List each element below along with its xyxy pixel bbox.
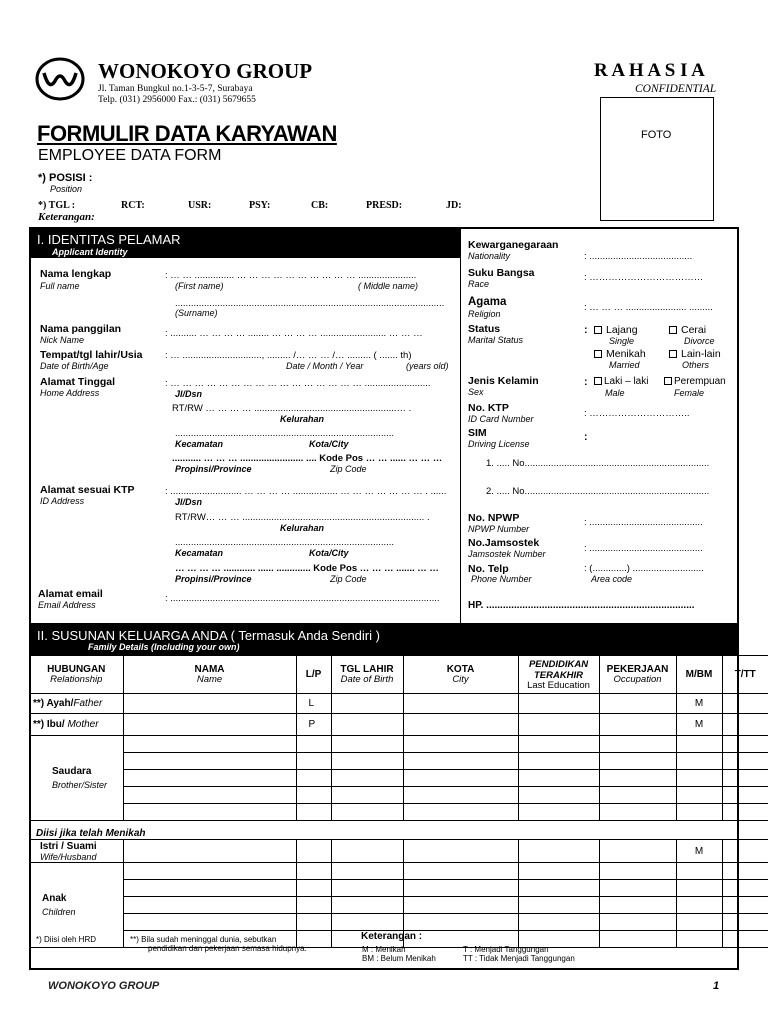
hp-field[interactable]: HP. ...........................................................................	[468, 600, 695, 611]
cell[interactable]	[403, 914, 518, 931]
ktp-kodepos-field[interactable]: … … … … ............ ...... ............. Kode Pos … … … ....... … …	[175, 563, 439, 574]
telp-label: No. Telp	[468, 563, 509, 575]
cell[interactable]	[403, 714, 518, 736]
note-hrd: *) Diisi oleh HRD	[36, 935, 97, 944]
company-address: Jl. Taman Bungkul no.1-3-5-7, Surabaya	[98, 84, 253, 94]
rel-anak: Anak Children	[30, 863, 123, 948]
alamat-propinsi-label: Propinsi/Province	[175, 464, 252, 474]
hrd-psy: PSY:	[249, 200, 271, 211]
table-row	[30, 753, 768, 770]
cell[interactable]	[518, 863, 599, 880]
status-option-cerai-en: Divorce	[684, 336, 715, 346]
cell[interactable]	[331, 787, 403, 804]
cell[interactable]	[599, 714, 676, 736]
cell[interactable]	[722, 736, 768, 753]
alamat-label: Alamat Tinggal	[40, 376, 116, 388]
jamsostek-label: No.Jamsostek	[468, 537, 540, 549]
agama-label: Agama	[468, 296, 507, 308]
cell[interactable]	[296, 770, 331, 787]
posisi-label: *) POSISI :	[38, 172, 93, 184]
status-option-lainlain[interactable]	[669, 348, 721, 360]
checkbox-icon[interactable]	[594, 377, 602, 385]
ktpno-field[interactable]: : …………………………..	[584, 408, 690, 419]
warga-sub: Nationality	[468, 251, 511, 261]
cell[interactable]	[722, 714, 768, 736]
table-row	[30, 714, 768, 736]
company-logo	[35, 57, 85, 101]
alamat-kecamatan-label: Kecamatan	[175, 439, 224, 449]
alamat-kota-field[interactable]: ...................................................................................	[175, 428, 395, 439]
cell[interactable]	[123, 694, 296, 714]
cell[interactable]	[331, 914, 403, 931]
cell[interactable]	[722, 753, 768, 770]
status-option-lajang[interactable]	[594, 324, 638, 336]
cell[interactable]	[676, 736, 722, 753]
suku-field[interactable]: : ………………………………	[584, 272, 704, 283]
table-row	[30, 694, 768, 714]
checkbox-icon[interactable]	[664, 377, 672, 385]
ktp-kecamatan-label: Kecamatan	[175, 548, 224, 558]
note-deceased-2: pendidikan dan pekerjaan semasa hidupnya.	[148, 944, 307, 953]
cell[interactable]	[722, 770, 768, 787]
cell[interactable]	[599, 897, 676, 914]
cell[interactable]	[331, 714, 403, 736]
option-label: Lajang	[606, 324, 638, 336]
cell[interactable]	[599, 863, 676, 880]
hrd-usr: USR:	[188, 200, 212, 211]
cell[interactable]	[296, 880, 331, 897]
cell-lp: P	[296, 714, 331, 736]
cell[interactable]	[518, 880, 599, 897]
family-table	[30, 655, 768, 948]
cell[interactable]	[331, 840, 403, 863]
option-label: Menikah	[606, 348, 646, 360]
posisi-sub: Position	[50, 184, 83, 194]
rel-saudara: Saudara Brother/Sister	[30, 736, 123, 821]
married-note: Diisi jika telah Menikah	[30, 821, 768, 840]
cell[interactable]	[722, 931, 768, 948]
cell[interactable]	[403, 770, 518, 787]
cell[interactable]	[331, 770, 403, 787]
footer-page-number: 1	[713, 980, 720, 992]
checkbox-icon[interactable]	[594, 326, 602, 334]
alamat-kota-label: Kota/City	[309, 439, 349, 449]
cell[interactable]	[331, 736, 403, 753]
secret-label: R A H A S I A	[594, 60, 705, 81]
npwp-sub: NPWP Number	[468, 524, 530, 534]
cell[interactable]	[599, 880, 676, 897]
company-name: WONOKOYO GROUP	[98, 59, 313, 83]
cell[interactable]	[403, 863, 518, 880]
panggilan-label: Nama panggilan	[40, 323, 122, 335]
cell[interactable]	[676, 787, 722, 804]
cell[interactable]	[676, 753, 722, 770]
hrd-presd: PRESD:	[366, 200, 403, 211]
cell[interactable]	[296, 753, 331, 770]
cell[interactable]	[599, 840, 676, 863]
section-1-sub: Applicant Identity	[52, 247, 128, 257]
ktp-rtrw-field[interactable]: RT/RW… … … ..................................................................... .	[175, 512, 430, 523]
note-keterangan: Keterangan :	[361, 931, 423, 942]
cell[interactable]	[599, 931, 676, 948]
cell-lp: L	[296, 694, 331, 714]
table-row	[30, 736, 768, 753]
cell[interactable]	[518, 714, 599, 736]
cell[interactable]	[403, 897, 518, 914]
column-divider	[460, 228, 461, 623]
cell[interactable]	[722, 804, 768, 821]
cell[interactable]	[676, 880, 722, 897]
cell[interactable]	[518, 914, 599, 931]
email-label: Alamat email	[38, 588, 103, 600]
form-subtitle: EMPLOYEE DATA FORM	[38, 147, 222, 164]
family-header-row	[30, 656, 768, 694]
cell[interactable]	[599, 914, 676, 931]
ktpno-label: No. KTP	[468, 402, 509, 414]
jamsostek-sub: Jamsostek Number	[468, 549, 546, 559]
alamat-rtrw-field[interactable]: RT/RW … … … … ......................................................… .	[172, 403, 412, 414]
col-lp: L/P	[296, 656, 331, 694]
note-t: T : Menjadi Tanggungan	[463, 945, 549, 954]
col-pendidikan: PENDIDIKAN TERAKHIR Last Education	[518, 656, 599, 694]
cell[interactable]	[599, 804, 676, 821]
married-note-row	[30, 821, 768, 840]
sim-line-2[interactable]: 2. ..... No......................................................................	[486, 486, 710, 497]
col-hubungan: HUBUNGAN Relationship	[30, 656, 123, 694]
warga-label: Kewarganegaraan	[468, 239, 559, 251]
table-row	[30, 897, 768, 914]
hrd-rct: RCT:	[121, 200, 145, 211]
cell[interactable]	[296, 840, 331, 863]
option-label: Perempuan	[674, 376, 726, 387]
cell[interactable]	[331, 804, 403, 821]
cell[interactable]	[722, 863, 768, 880]
npwp-label: No. NPWP	[468, 512, 520, 524]
cell[interactable]	[331, 897, 403, 914]
option-label: Laki – laki	[604, 376, 649, 387]
col-nama: NAMA Name	[123, 656, 296, 694]
table-row	[30, 804, 768, 821]
cell[interactable]	[722, 914, 768, 931]
ktp-kota-field[interactable]: ...................................................................................	[175, 537, 395, 548]
cell[interactable]	[123, 736, 296, 753]
status-option-menikah[interactable]	[594, 348, 646, 360]
lahir-dmy-label: Date / Month / Year	[286, 361, 364, 371]
confidential-label: CONFIDENTIAL	[635, 83, 717, 95]
cell[interactable]	[722, 840, 768, 863]
nama-surname-field[interactable]: ......................................................................................................	[175, 298, 445, 309]
warga-field[interactable]: : .......................................	[584, 251, 693, 262]
section-1-header	[30, 228, 460, 258]
jk-male-en: Male	[605, 388, 625, 398]
cell[interactable]	[403, 753, 518, 770]
cell[interactable]	[722, 694, 768, 714]
note-deceased-1: **) Bila sudah meninggal dunia, sebutkan	[130, 935, 277, 944]
cell[interactable]	[123, 840, 296, 863]
cell[interactable]	[403, 804, 518, 821]
cell[interactable]	[403, 840, 518, 863]
cell[interactable]	[123, 714, 296, 736]
npwp-field[interactable]: : ...........................................	[584, 517, 703, 528]
ktp-kelurahan-label: Kelurahan	[280, 523, 325, 533]
col-mbm: M/BM	[676, 656, 722, 694]
jamsostek-field[interactable]: : ...........................................	[584, 543, 703, 554]
hrd-jd: JD:	[446, 200, 462, 211]
cell[interactable]	[599, 736, 676, 753]
section-1-title: I. IDENTITAS PELAMAR	[37, 232, 181, 247]
status-option-menikah-en: Married	[609, 360, 640, 370]
cell[interactable]	[331, 694, 403, 714]
alamat-sub: Home Address	[40, 388, 100, 398]
jk-option-male[interactable]	[594, 376, 648, 387]
jk-female-en: Female	[674, 388, 705, 398]
cell[interactable]	[518, 753, 599, 770]
cell[interactable]	[518, 804, 599, 821]
agama-field[interactable]: : … … … ....................... .........	[584, 302, 713, 313]
jk-sub: Sex	[468, 387, 484, 397]
photo-label: FOTO	[641, 129, 672, 141]
photo-box	[600, 97, 714, 221]
cell[interactable]	[518, 787, 599, 804]
nama-label: Nama lengkap	[40, 268, 112, 280]
rel-ibu: **) Ibu/ Mother	[30, 714, 123, 736]
jk-label: Jenis Kelamin	[468, 375, 539, 387]
ktp-zip-label: Zip Code	[330, 574, 367, 584]
cell[interactable]	[676, 770, 722, 787]
cell[interactable]	[676, 914, 722, 931]
cell[interactable]	[296, 804, 331, 821]
status-label: Status	[468, 323, 501, 335]
sim-label: SIM	[468, 427, 487, 439]
cell[interactable]	[123, 914, 296, 931]
sim-colon: :	[584, 431, 588, 443]
section-2-sub: Family Details (Including your own)	[88, 642, 240, 652]
cell[interactable]	[296, 863, 331, 880]
cell[interactable]	[403, 694, 518, 714]
nama-sub: Full name	[40, 281, 80, 291]
jk-option-female[interactable]	[664, 376, 726, 387]
cell[interactable]	[518, 897, 599, 914]
sim-sub: Driving License	[468, 439, 530, 449]
cell[interactable]	[296, 787, 331, 804]
cell[interactable]	[599, 770, 676, 787]
cell[interactable]	[123, 787, 296, 804]
ktp-propinsi-label: Propinsi/Province	[175, 574, 252, 584]
cell[interactable]	[599, 694, 676, 714]
table-row	[30, 770, 768, 787]
cell-mbm: M	[676, 694, 722, 714]
cell[interactable]	[123, 897, 296, 914]
alamat-field[interactable]: : … … … … … … … … … … … … … … … … .........................	[165, 378, 431, 389]
ktpno-sub: ID Card Number	[468, 414, 534, 424]
option-label: Lain-lain	[681, 348, 721, 360]
cell[interactable]	[518, 736, 599, 753]
cell[interactable]	[722, 787, 768, 804]
telp-sub: Phone Number	[471, 574, 532, 584]
rel-istri: Istri / Suami Wife/Husband	[30, 840, 123, 863]
hrd-cb: CB:	[311, 200, 329, 211]
cell[interactable]	[331, 863, 403, 880]
nama-middle-label: ( Middle name)	[358, 281, 419, 291]
cell[interactable]	[123, 753, 296, 770]
email-sub: Email Address	[38, 600, 96, 610]
cell[interactable]	[123, 770, 296, 787]
cell-mbm: M	[676, 714, 722, 736]
col-ttt: T/TT	[722, 656, 768, 694]
company-phone: Telp. (031) 2956000 Fax.: (031) 5679655	[98, 95, 256, 105]
panggilan-sub: Nick Name	[40, 335, 85, 345]
ktp-kota-label: Kota/City	[309, 548, 349, 558]
table-row	[30, 840, 768, 863]
cell[interactable]	[599, 787, 676, 804]
suku-label: Suku Bangsa	[468, 267, 535, 279]
option-label: Cerai	[681, 324, 707, 336]
ktp-label: Alamat sesuai KTP	[40, 484, 135, 496]
lahir-sub: Date of Birth/Age	[40, 361, 109, 371]
hrd-tgl: *) TGL :	[38, 200, 76, 211]
telp-field[interactable]: : (.............) ...........................	[584, 563, 704, 574]
cell[interactable]	[296, 914, 331, 931]
cell[interactable]	[722, 897, 768, 914]
cell[interactable]	[123, 880, 296, 897]
nama-field[interactable]: : … … ............... … … … … … … … … … … ......................	[165, 270, 417, 281]
suku-sub: Race	[468, 279, 490, 289]
cell[interactable]	[403, 880, 518, 897]
cell[interactable]	[518, 840, 599, 863]
ktp-field[interactable]: : ........................... … … … … ................. … … … … … … … . ......	[165, 486, 447, 497]
jk-colon: :	[584, 376, 588, 388]
cell[interactable]	[518, 770, 599, 787]
cell[interactable]	[676, 863, 722, 880]
cell[interactable]	[676, 804, 722, 821]
section-2-title: II. SUSUNAN KELUARGA ANDA ( Termasuk Anda Sendiri )	[37, 628, 380, 643]
panggilan-field[interactable]: : .......... … … … … ........ … … … … ......................... … … …	[165, 328, 423, 339]
cell[interactable]	[296, 736, 331, 753]
cell-mbm: M	[676, 840, 722, 863]
hrd-keterangan: Keterangan:	[38, 211, 95, 223]
ktp-jl-label: Jl/Dsn	[175, 497, 203, 507]
sim-line-1[interactable]: 1. ..... No......................................................................	[486, 458, 710, 469]
alamat-kodepos-field[interactable]: ........... … … … ........................ .... Kode Pos … … ...... … … …	[172, 453, 443, 464]
lahir-age-label: (years old)	[406, 361, 449, 371]
cell[interactable]	[403, 787, 518, 804]
checkbox-icon[interactable]	[594, 350, 602, 358]
col-kota: KOTA City	[403, 656, 518, 694]
rel-ayah: **) Ayah/Father	[30, 694, 123, 714]
cell[interactable]	[331, 880, 403, 897]
status-option-cerai[interactable]	[669, 324, 706, 336]
nama-first-label: (First name)	[175, 281, 224, 291]
table-row	[30, 914, 768, 931]
footer-brand: WONOKOYO GROUP	[48, 980, 160, 992]
telp-area-label: Area code	[591, 574, 633, 584]
lahir-field[interactable]: : … .............................., ......... /… … … /… ......... ( ....... th)	[165, 350, 412, 361]
form-title: FORMULIR DATA KARYAWAN	[37, 121, 337, 146]
note-bm: BM : Belum Menikah	[362, 954, 436, 963]
col-tgl-lahir: TGL LAHIR Date of Birth	[331, 656, 403, 694]
col-pekerjaan: PEKERJAAN Occupation	[599, 656, 676, 694]
checkbox-icon[interactable]	[669, 350, 677, 358]
email-field[interactable]: : ......................................................................................................	[165, 593, 440, 604]
nama-surname-label: (Surname)	[175, 308, 218, 318]
cell[interactable]	[123, 863, 296, 880]
lahir-label: Tempat/tgl lahir/Usia	[40, 349, 143, 361]
status-sub: Marital Status	[468, 335, 524, 345]
checkbox-icon[interactable]	[669, 326, 677, 334]
ktp-sub: ID Address	[40, 496, 85, 506]
cell[interactable]	[599, 753, 676, 770]
note-tt: TT : Tidak Menjadi Tanggungan	[463, 954, 575, 963]
note-m: M : Menikah	[362, 945, 406, 954]
alamat-kelurahan-label: Kelurahan	[280, 414, 325, 424]
table-row	[30, 880, 768, 897]
status-option-lainlain-en: Others	[682, 360, 710, 370]
table-row	[30, 863, 768, 880]
cell[interactable]	[296, 897, 331, 914]
alamat-zip-label: Zip Code	[330, 464, 367, 474]
cell[interactable]	[123, 804, 296, 821]
cell[interactable]	[331, 753, 403, 770]
cell[interactable]	[403, 736, 518, 753]
status-option-lajang-en: Single	[609, 336, 635, 346]
section-2-header	[30, 623, 738, 655]
cell[interactable]	[676, 931, 722, 948]
cell[interactable]	[518, 694, 599, 714]
agama-sub: Religion	[468, 309, 501, 319]
cell[interactable]	[722, 880, 768, 897]
table-row	[30, 787, 768, 804]
cell[interactable]	[676, 897, 722, 914]
alamat-jl-label: Jl/Dsn	[175, 389, 203, 399]
status-colon: :	[584, 324, 588, 336]
